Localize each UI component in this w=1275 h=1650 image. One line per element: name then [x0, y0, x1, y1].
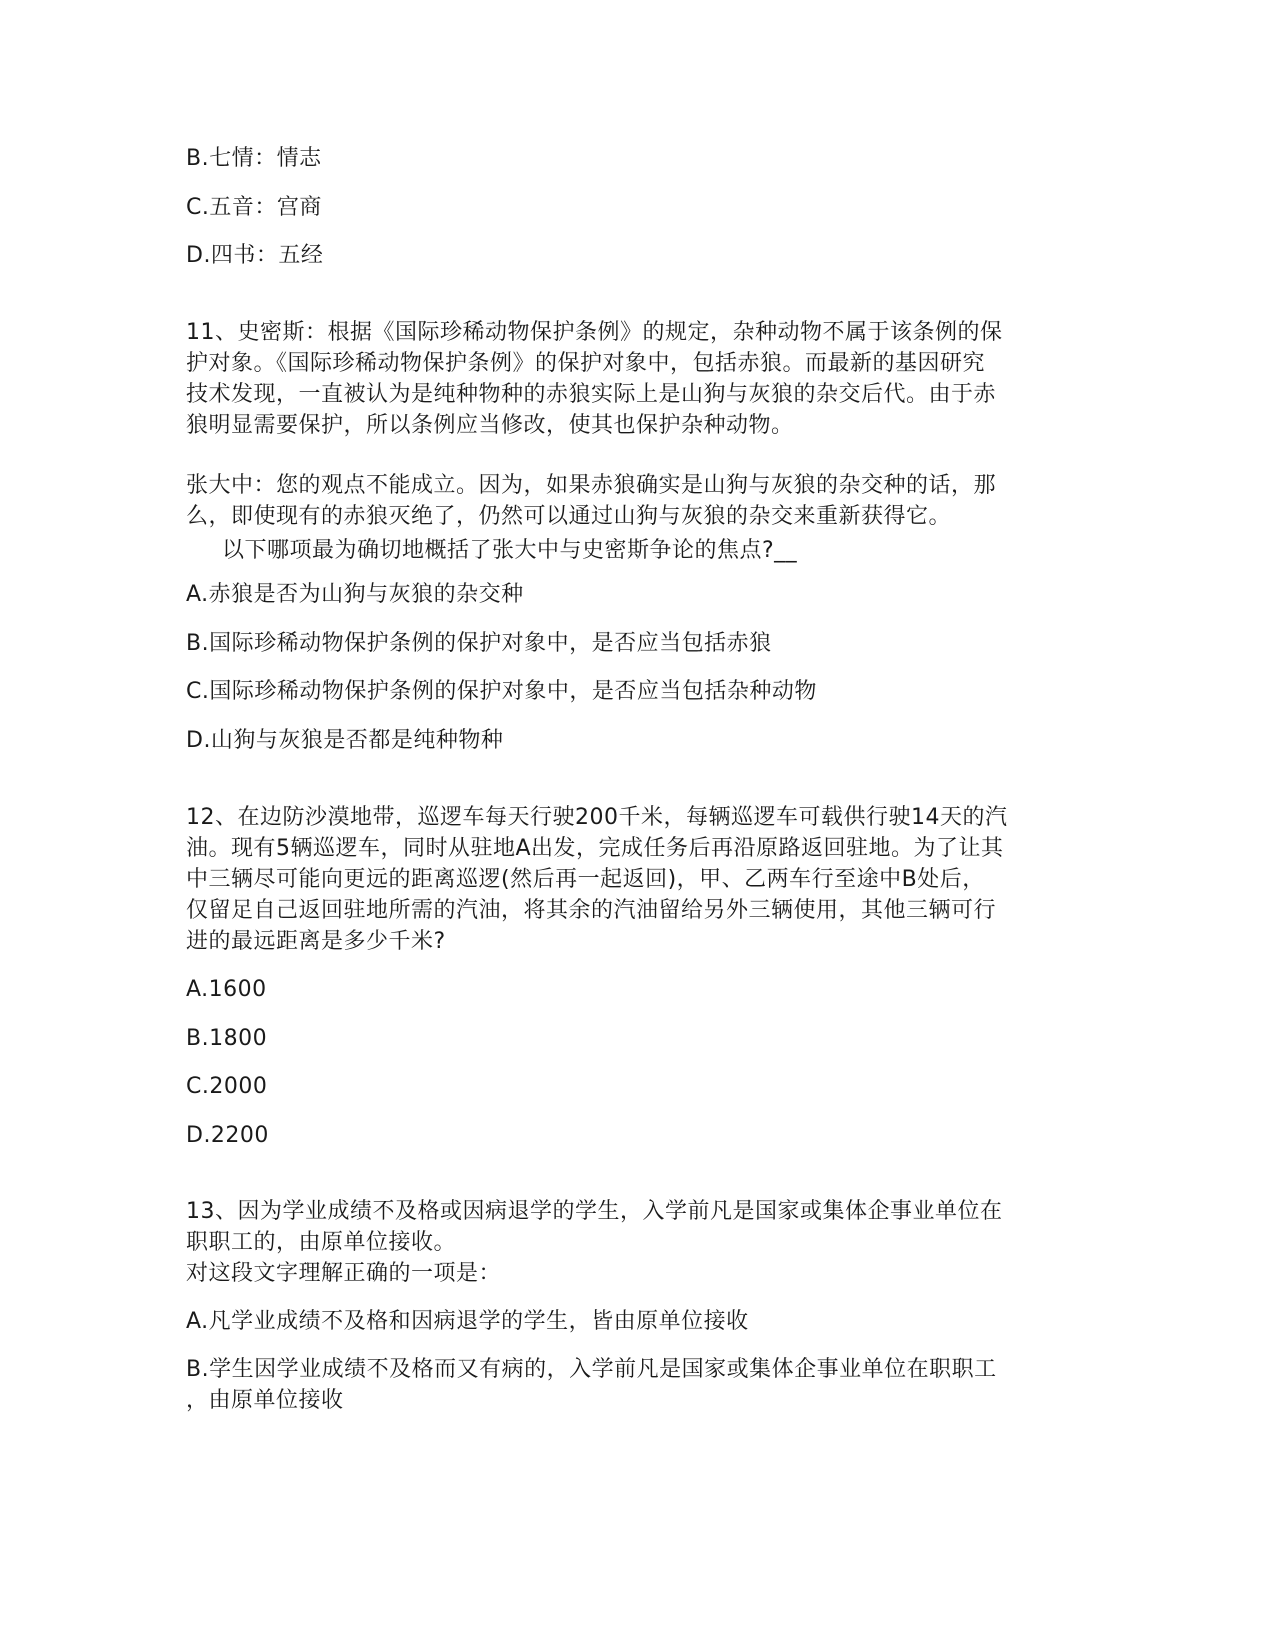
- q12-stem-line-1: 12、在边防沙漠地带，巡逻车每天行驶200千米，每辆巡逻车可载供行驶14天的汽: [186, 805, 1008, 830]
- q11-reply-line-2: 么，即使现有的赤狼灭绝了，仍然可以通过山狗与灰狼的杂交来重新获得它。: [186, 504, 952, 529]
- q10-option-b: B.七情：情志: [186, 146, 322, 171]
- q13-option-b-line-2: ，由原单位接收: [186, 1388, 344, 1413]
- q12-stem-line-2: 油。现有5辆巡逻车，同时从驻地A出发，完成任务后再沿原路返回驻地。为了让其: [186, 836, 1004, 861]
- q12-option-c: C.2000: [186, 1074, 268, 1099]
- q13-option-a: A.凡学业成绩不及格和因病退学的学生，皆由原单位接收: [186, 1309, 749, 1334]
- q11-option-b: B.国际珍稀动物保护条例的保护对象中，是否应当包括赤狼: [186, 631, 772, 656]
- q11-stem-line-4: 狼明显需要保护，所以条例应当修改，使其也保护杂种动物。: [186, 413, 794, 438]
- q10-option-c: C.五音：宫商: [186, 195, 322, 220]
- q11-stem-line-2: 护对象。《国际珍稀动物保护条例》的保护对象中，包括赤狼。而最新的基因研究: [186, 351, 986, 376]
- q12-stem-line-4: 仅留足自己返回驻地所需的汽油，将其余的汽油留给另外三辆使用，其他三辆可行: [186, 898, 997, 923]
- q12-option-d: D.2200: [186, 1123, 269, 1148]
- q13-stem-line-3: 对这段文字理解正确的一项是：: [186, 1261, 502, 1286]
- q11-stem-line-1: 11、史密斯：根据《国际珍稀动物保护条例》的规定，杂种动物不属于该条例的保: [186, 320, 1003, 345]
- q10-option-d: D.四书：五经: [186, 243, 324, 268]
- q11-reply-line-1: 张大中：您的观点不能成立。因为，如果赤狼确实是山狗与灰狼的杂交种的话，那: [186, 473, 997, 498]
- q13-stem-line-2: 职职工的，由原单位接收。: [186, 1230, 457, 1255]
- q12-option-b: B.1800: [186, 1026, 268, 1051]
- q12-stem-line-5: 进的最远距离是多少千米?: [186, 929, 446, 954]
- q11-question: 以下哪项最为确切地概括了张大中与史密斯争论的焦点?__: [222, 538, 798, 563]
- q11-option-c: C.国际珍稀动物保护条例的保护对象中，是否应当包括杂种动物: [186, 679, 817, 704]
- q11-option-a: A.赤狼是否为山狗与灰狼的杂交种: [186, 582, 524, 607]
- q13-stem-line-1: 13、因为学业成绩不及格或因病退学的学生，入学前凡是国家或集体企事业单位在: [186, 1199, 1003, 1224]
- q11-option-d: D.山狗与灰狼是否都是纯种物种: [186, 728, 504, 753]
- q12-option-a: A.1600: [186, 977, 267, 1002]
- q13-option-b-line-1: B.学生因学业成绩不及格而又有病的，入学前凡是国家或集体企事业单位在职职工: [186, 1357, 997, 1382]
- q11-stem-line-3: 技术发现，一直被认为是纯种物种的赤狼实际上是山狗与灰狼的杂交后代。由于赤: [186, 382, 997, 407]
- q12-stem-line-3: 中三辆尽可能向更远的距离巡逻(然后再一起返回)，甲、乙两车行至途中B处后，: [186, 867, 985, 892]
